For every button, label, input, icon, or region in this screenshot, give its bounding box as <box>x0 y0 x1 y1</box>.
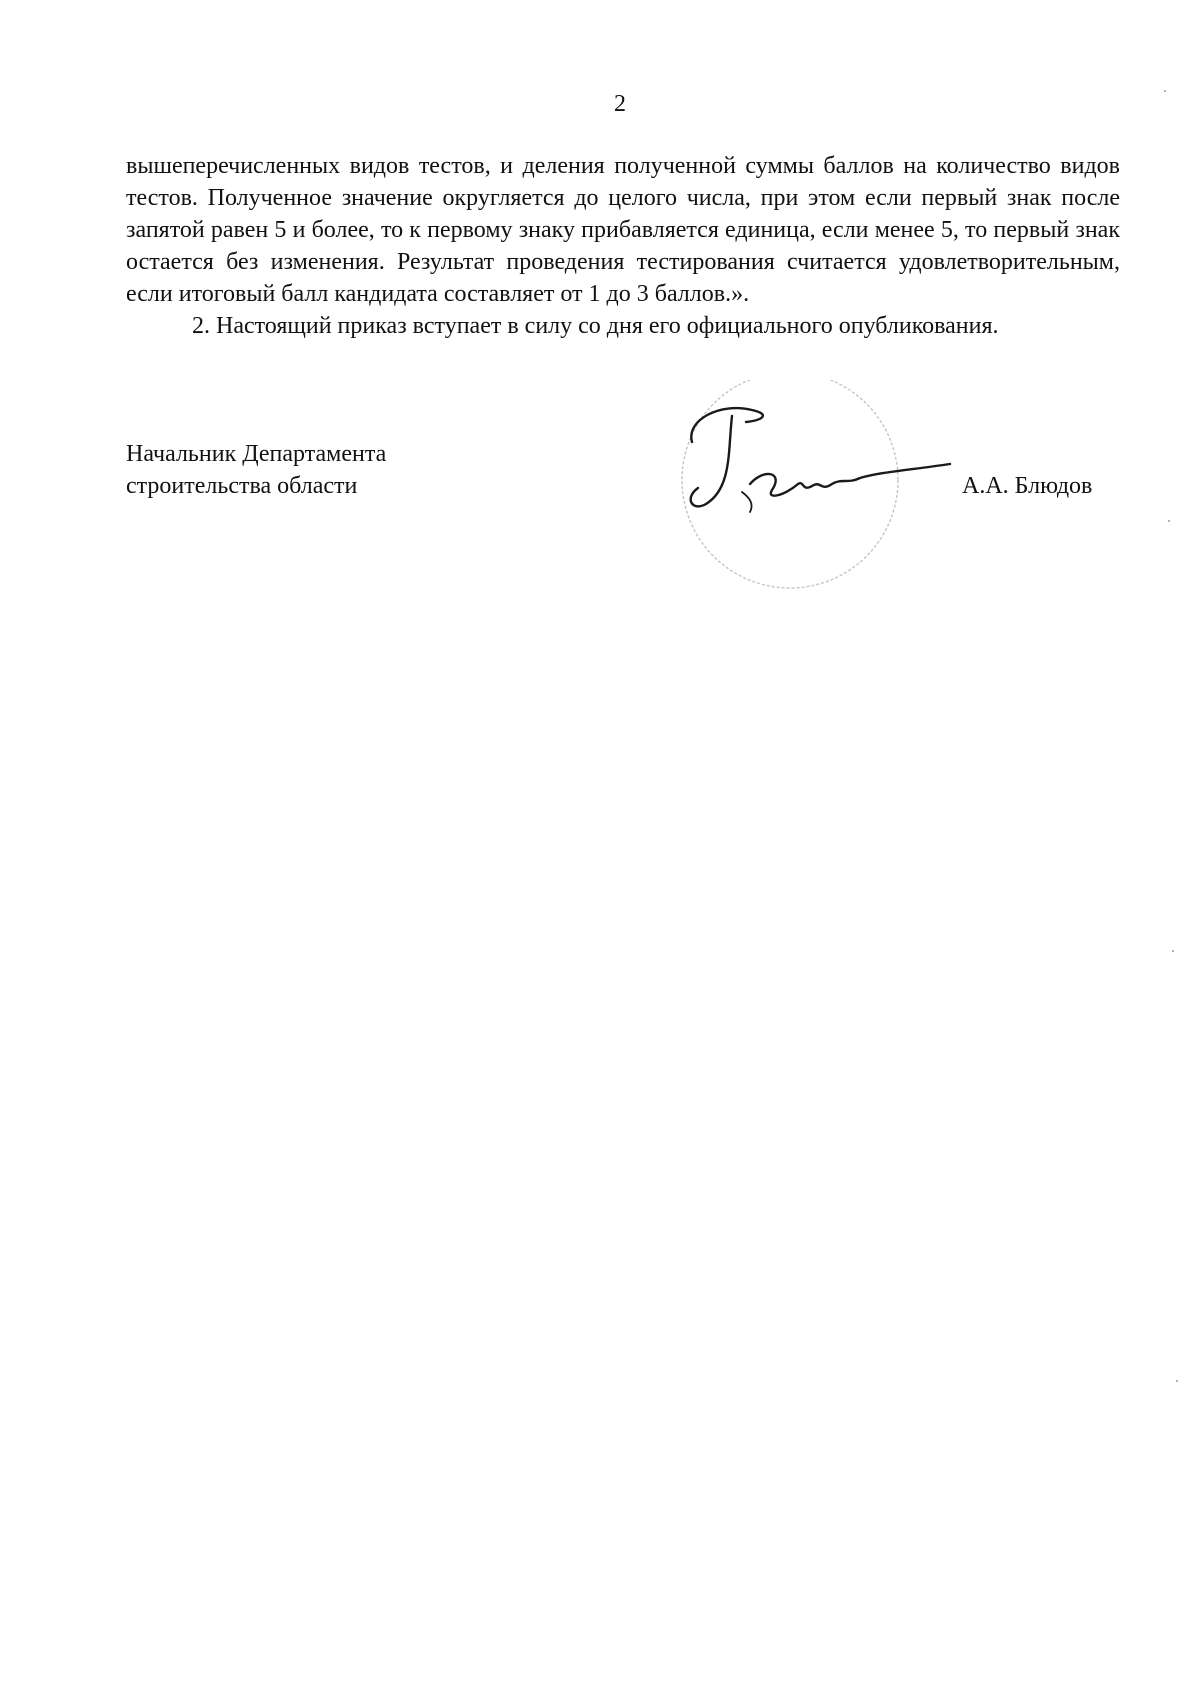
page-number: 2 <box>614 91 626 117</box>
scan-artifact <box>1164 90 1166 92</box>
scan-artifact <box>1172 950 1174 952</box>
signer-name: А.А. Блюдов <box>962 473 1093 499</box>
signer-position-line-1: Начальник Департамента <box>126 441 387 467</box>
signature-stroke-1 <box>691 408 763 442</box>
signer-position <box>126 438 386 502</box>
scan-artifact <box>1176 1380 1178 1382</box>
paragraph-continuation: вышеперечисленных видов тестов, и деления полученной суммы баллов на количество видов тестов. Полученное значение округляется до целого числа, при этом если первый знак после запятой равен 5 и более, то к первому знаку прибавляется единица, если менее 5, то первый знак остается без изменения. Результат проведения тестирования считается удовлетворительным, если итоговый балл кандидата составляет от 1 до 3 баллов.». <box>126 153 1120 307</box>
signature-stroke-4 <box>742 492 752 512</box>
paragraph-effective-date: 2. Настоящий приказ вступает в силу со дня его официального опубликования. <box>192 313 999 339</box>
signer-position-line-2: строительства области <box>126 473 358 499</box>
scan-artifact <box>1168 520 1170 522</box>
signature-stroke-3 <box>750 464 950 496</box>
handwritten-signature-with-stamp <box>680 380 980 600</box>
document-body <box>126 150 1120 342</box>
signature-stroke-2 <box>691 416 732 506</box>
